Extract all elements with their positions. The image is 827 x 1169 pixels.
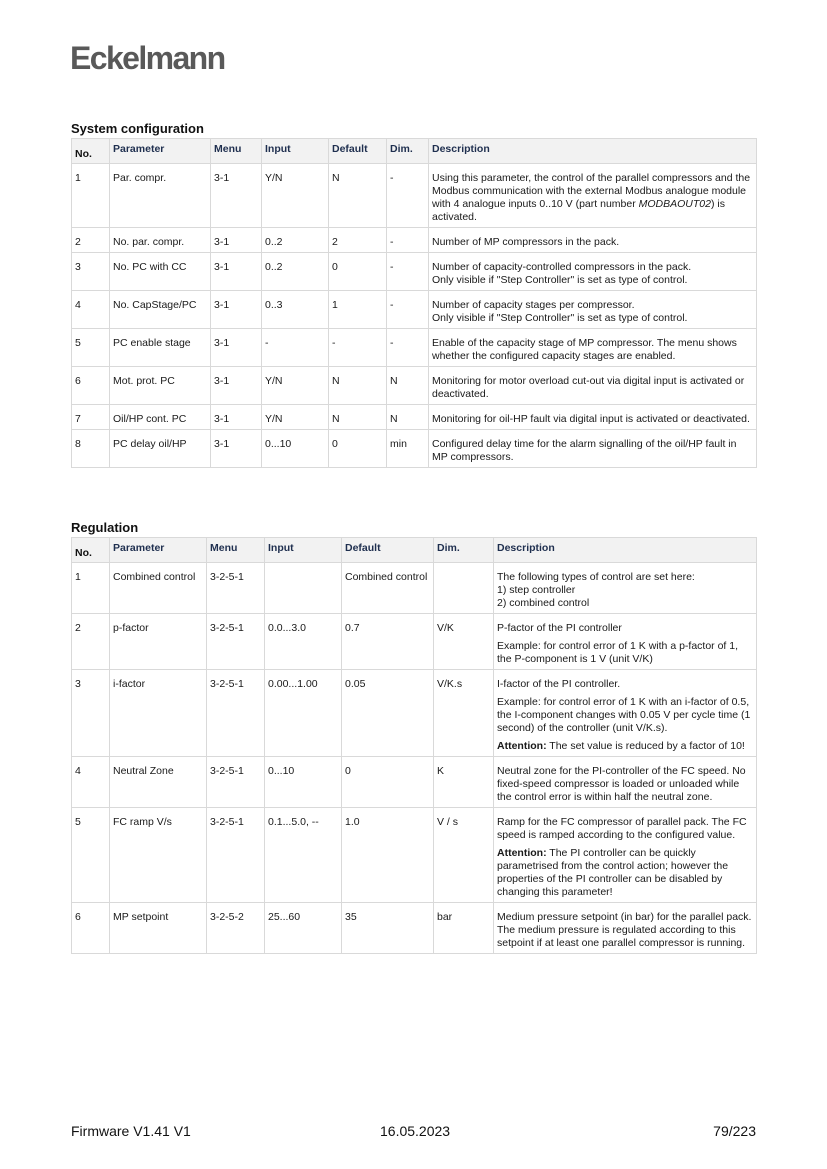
cell-dim: V/K: [434, 614, 494, 670]
description-paragraph: [432, 438, 753, 464]
cell-input: 0.1...5.0, --: [265, 808, 342, 903]
cell-default: 0.7: [342, 614, 434, 670]
cell-parameter: No. PC with CC: [110, 253, 211, 291]
regulation-table: [71, 537, 757, 954]
cell-no: 5: [72, 808, 110, 903]
attention-text: The set value is reduced by a factor of 10!: [546, 740, 745, 752]
cell-description: [494, 614, 757, 670]
cell-no: 1: [72, 563, 110, 614]
cell-dim: bar: [434, 903, 494, 954]
description-paragraph: [432, 375, 753, 401]
cell-no: 8: [72, 430, 110, 468]
cell-input: -: [262, 329, 329, 367]
column-header-description: Description: [494, 538, 757, 563]
description-text: ) is activated.: [432, 198, 725, 223]
section-title-regulation: Regulation: [71, 520, 139, 535]
company-logo: Eckelmann: [70, 40, 225, 76]
footer-firmware: Firmware V1.41 V1: [71, 1123, 191, 1139]
cell-parameter: Par. compr.: [110, 164, 211, 228]
system-configuration-table: [71, 138, 757, 468]
cell-dim: -: [387, 291, 429, 329]
cell-parameter: Mot. prot. PC: [110, 367, 211, 405]
attention-label: Attention:: [497, 740, 547, 752]
cell-dim: -: [387, 329, 429, 367]
cell-input: 0..2: [262, 253, 329, 291]
footer-page-number: 79/223: [713, 1123, 756, 1139]
part-number: MODBAOUT02: [638, 198, 711, 210]
cell-no: 4: [72, 291, 110, 329]
description-line: Only visible if "Step Controller" is set as type of control.: [432, 312, 688, 324]
cell-dim: K: [434, 757, 494, 808]
column-header-default: Default: [329, 139, 387, 164]
description-paragraph: [432, 337, 753, 363]
cell-dim: min: [387, 430, 429, 468]
description-paragraph: Ramp for the FC compressor of parallel pack. The FC speed is ramped according to the configured value.: [497, 816, 747, 841]
cell-description: [429, 405, 757, 430]
table-row: [72, 563, 757, 614]
table-row: [72, 291, 757, 329]
column-header-parameter: Parameter: [110, 538, 207, 563]
attention-note: [497, 847, 753, 899]
description-paragraph: [432, 299, 753, 325]
cell-description: [429, 430, 757, 468]
cell-input: 25...60: [265, 903, 342, 954]
cell-no: 3: [72, 670, 110, 757]
cell-default: 0.05: [342, 670, 434, 757]
description-line: 1) step controller: [497, 584, 576, 596]
cell-parameter: No. CapStage/PC: [110, 291, 211, 329]
cell-menu: 3-2-5-1: [207, 670, 265, 757]
cell-input: 0..3: [262, 291, 329, 329]
cell-menu: 3-1: [211, 164, 262, 228]
cell-description: [494, 563, 757, 614]
cell-parameter: No. par. compr.: [110, 228, 211, 253]
description-line: Enable of the capacity stage of MP compressor. The menu shows whether the configured capacity stages are enabled.: [432, 337, 737, 362]
cell-no: 2: [72, 614, 110, 670]
table-header-row: [72, 139, 757, 164]
cell-input: 0...10: [265, 757, 342, 808]
cell-default: N: [329, 164, 387, 228]
column-header-menu: Menu: [207, 538, 265, 563]
column-header-parameter: Parameter: [110, 139, 211, 164]
cell-menu: 3-1: [211, 228, 262, 253]
cell-parameter: i-factor: [110, 670, 207, 757]
description-paragraph: Example: for control error of 1 K with an i-factor of 0.5, the I-component changes with 0.05 V per cycle time (1 second) of the controller (unit V/K.s).: [497, 696, 751, 734]
description-paragraph: [432, 261, 753, 287]
table-row: [72, 164, 757, 228]
cell-default: 1: [329, 291, 387, 329]
column-header-no: No.: [72, 538, 110, 563]
table-row: [72, 329, 757, 367]
column-header-default: Default: [342, 538, 434, 563]
cell-menu: 3-2-5-1: [207, 808, 265, 903]
cell-dim: N: [387, 405, 429, 430]
cell-default: 0: [329, 430, 387, 468]
cell-default: 1.0: [342, 808, 434, 903]
cell-description: [494, 757, 757, 808]
table-row: [72, 367, 757, 405]
column-header-input: Input: [262, 139, 329, 164]
cell-description: [429, 329, 757, 367]
cell-input: [265, 563, 342, 614]
table-row: [72, 757, 757, 808]
cell-menu: 3-1: [211, 253, 262, 291]
cell-dim: V/K.s: [434, 670, 494, 757]
column-header-dim: Dim.: [434, 538, 494, 563]
cell-input: 0.0...3.0: [265, 614, 342, 670]
column-header-no: No.: [72, 139, 110, 164]
description-paragraph: [432, 172, 753, 224]
cell-no: 7: [72, 405, 110, 430]
cell-dim: -: [387, 228, 429, 253]
cell-input: 0...10: [262, 430, 329, 468]
description-paragraph: [432, 236, 753, 249]
cell-default: -: [329, 329, 387, 367]
cell-default: 2: [329, 228, 387, 253]
cell-parameter: MP setpoint: [110, 903, 207, 954]
cell-parameter: FC ramp V/s: [110, 808, 207, 903]
description-line: Number of capacity-controlled compressors in the pack.: [432, 261, 692, 273]
cell-dim: [434, 563, 494, 614]
cell-menu: 3-1: [211, 405, 262, 430]
attention-label: Attention:: [497, 847, 547, 859]
cell-menu: 3-1: [211, 367, 262, 405]
cell-description: [429, 291, 757, 329]
cell-default: 0: [329, 253, 387, 291]
cell-input: Y/N: [262, 405, 329, 430]
footer-date: 16.05.2023: [380, 1123, 451, 1139]
description-line: Configured delay time for the alarm signalling of the oil/HP fault in MP compressors.: [432, 438, 737, 463]
table-header-row: [72, 538, 757, 563]
cell-dim: V / s: [434, 808, 494, 903]
cell-parameter: Oil/HP cont. PC: [110, 405, 211, 430]
description-text: Using this parameter, the control of the parallel compressors and the Modbus communication with the external Modbus analogue module with 4 analogue inputs 0..10 V (part number: [432, 172, 751, 210]
description-line: Number of capacity stages per compressor.: [432, 299, 635, 311]
cell-description: [494, 903, 757, 954]
cell-input: 0.00...1.00: [265, 670, 342, 757]
section-title-system-configuration: System configuration: [71, 121, 204, 136]
description-line: Monitoring for oil-HP fault via digital input is activated or deactivated.: [432, 413, 750, 425]
cell-no: 5: [72, 329, 110, 367]
attention-note: [497, 740, 753, 753]
cell-input: Y/N: [262, 164, 329, 228]
cell-parameter: p-factor: [110, 614, 207, 670]
description-line: The following types of control are set here:: [497, 571, 695, 583]
cell-parameter: Combined control: [110, 563, 207, 614]
cell-menu: 3-1: [211, 430, 262, 468]
cell-input: 0..2: [262, 228, 329, 253]
cell-dim: N: [387, 367, 429, 405]
table-row: [72, 405, 757, 430]
table-row: [72, 614, 757, 670]
cell-menu: 3-2-5-1: [207, 757, 265, 808]
description-paragraph: [432, 413, 753, 426]
cell-menu: 3-2-5-1: [207, 563, 265, 614]
cell-description: [429, 253, 757, 291]
cell-description: [429, 164, 757, 228]
cell-dim: -: [387, 164, 429, 228]
table-row: [72, 430, 757, 468]
table-row: [72, 903, 757, 954]
cell-default: 35: [342, 903, 434, 954]
column-header-dim: Dim.: [387, 139, 429, 164]
cell-dim: -: [387, 253, 429, 291]
column-header-description: Description: [429, 139, 757, 164]
column-header-menu: Menu: [211, 139, 262, 164]
cell-no: 2: [72, 228, 110, 253]
cell-default: N: [329, 405, 387, 430]
description-line: Monitoring for motor overload cut-out via digital input is activated or deactivated.: [432, 375, 745, 400]
description-paragraph: [497, 571, 753, 610]
cell-menu: 3-1: [211, 329, 262, 367]
cell-menu: 3-2-5-2: [207, 903, 265, 954]
cell-no: 3: [72, 253, 110, 291]
description-line: 2) combined control: [497, 597, 590, 609]
cell-parameter: PC delay oil/HP: [110, 430, 211, 468]
cell-no: 6: [72, 367, 110, 405]
cell-menu: 3-2-5-1: [207, 614, 265, 670]
table-row: [72, 670, 757, 757]
cell-no: 1: [72, 164, 110, 228]
cell-description: [429, 228, 757, 253]
description-paragraph: I-factor of the PI controller.: [497, 678, 621, 690]
description-line: Number of MP compressors in the pack.: [432, 236, 620, 248]
description-line: Only visible if "Step Controller" is set as type of control.: [432, 274, 688, 286]
cell-input: Y/N: [262, 367, 329, 405]
description-paragraph: Example: for control error of 1 K with a p-factor of 1, the P-component is 1 V (unit V/K): [497, 640, 739, 665]
cell-parameter: Neutral Zone: [110, 757, 207, 808]
column-header-input: Input: [265, 538, 342, 563]
cell-parameter: PC enable stage: [110, 329, 211, 367]
description-paragraph: P-factor of the PI controller: [497, 622, 622, 634]
description-paragraph: Medium pressure setpoint (in bar) for the parallel pack. The medium pressure is regulated according to this setpoint if at least one parallel compressor is running.: [497, 911, 752, 949]
attention-text: The PI controller can be quickly parametrised from the control action; however the properties of the PI controller can be disabled by changing this parameter!: [497, 847, 729, 898]
cell-description: [494, 808, 757, 903]
table-row: [72, 228, 757, 253]
table-row: [72, 253, 757, 291]
cell-no: 6: [72, 903, 110, 954]
cell-default: Combined control: [342, 563, 434, 614]
cell-default: N: [329, 367, 387, 405]
cell-description: [429, 367, 757, 405]
cell-menu: 3-1: [211, 291, 262, 329]
cell-default: 0: [342, 757, 434, 808]
cell-no: 4: [72, 757, 110, 808]
cell-description: [494, 670, 757, 757]
table-row: [72, 808, 757, 903]
description-paragraph: Neutral zone for the PI-controller of the FC speed. No fixed-speed compressor is loaded or unloaded while the control error is within half the neutral zone.: [497, 765, 746, 803]
